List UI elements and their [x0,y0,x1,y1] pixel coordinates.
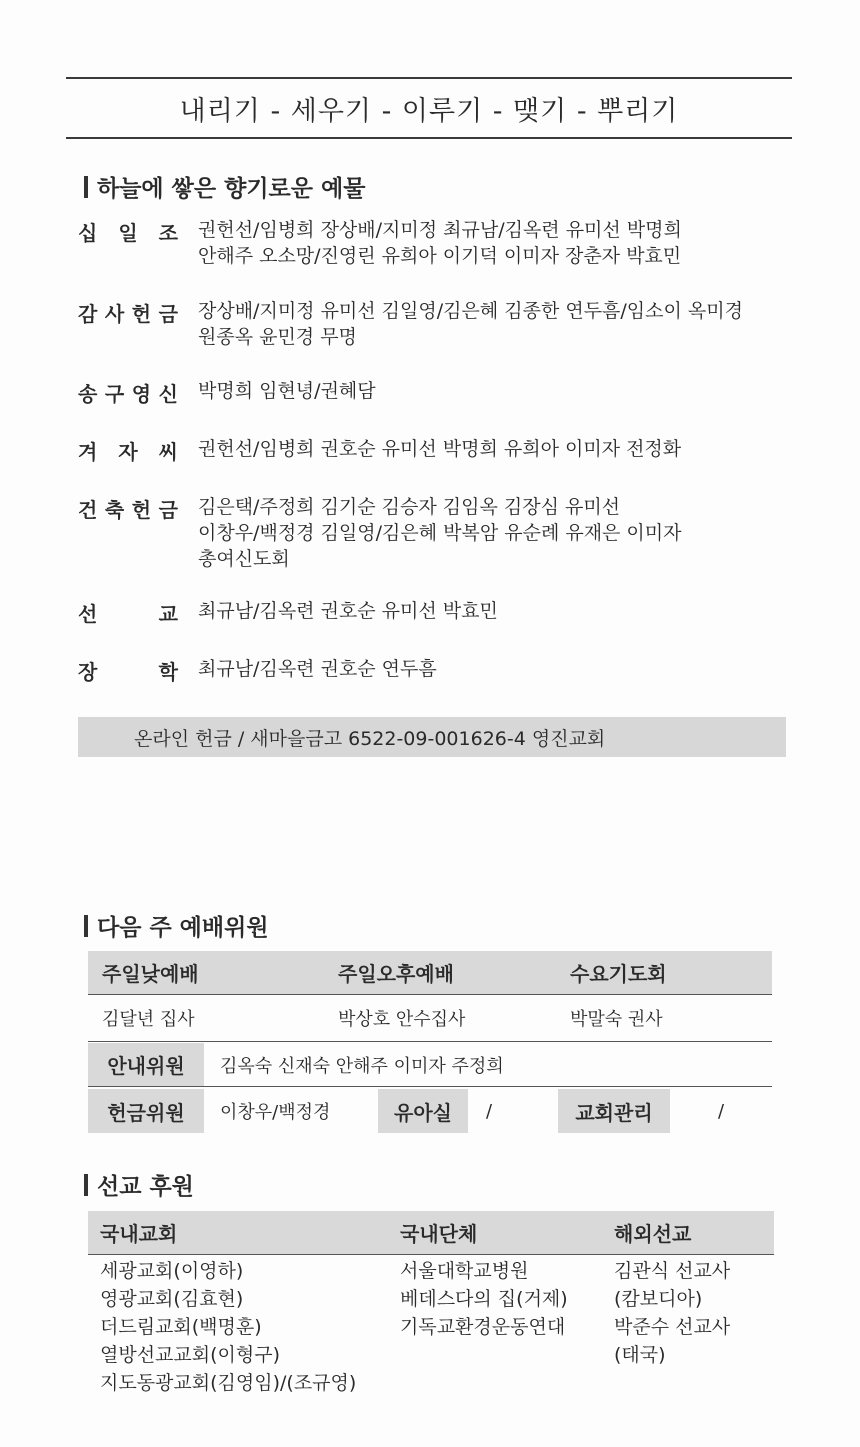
label-char: 금 [158,498,178,522]
section-marker [84,915,88,937]
usher-label: 안내위원 [88,1043,204,1086]
label-char: 일 [118,221,138,245]
label-char: 신 [158,382,178,406]
label-char: 십 [78,221,98,245]
overseas-list [614,1257,730,1369]
header-domestic-orgs: 국내단체 [400,1222,478,1246]
list-item: 열방선교교회(이형구) [100,1344,281,1366]
label-char: 금 [158,302,178,326]
label-char: 축 [104,498,125,522]
service-value-row [88,995,772,1042]
list-item: 박준수 선교사 [614,1316,731,1338]
offering-category-label [78,494,178,523]
donor-line: 원종옥 윤민경 무명 [198,326,357,348]
header-domestic-churches: 국내교회 [100,1222,178,1246]
list-item: 서울대학교병원 [400,1260,529,1282]
sunday-morning-leader: 김달년 집사 [102,1009,195,1030]
donor-line: 박명희 임현녕/권혜담 [198,380,376,402]
mission-section-title [84,1168,194,1201]
next-week-title: 다음 주 예배위원 [97,915,269,941]
offering-donor-names [198,378,798,404]
label-char: 구 [104,382,125,406]
list-item: 세광교회(이영하) [100,1260,244,1282]
usher-row [88,1043,772,1087]
offering-donor-names [198,298,798,350]
list-item: 김관식 선교사 [614,1260,731,1282]
offering-donor-names [198,494,798,572]
church-management-label: 교회관리 [558,1089,670,1133]
online-offering-banner: 온라인 헌금 / 새마을금고 6522-09-001626-4 영진교회 [78,717,786,757]
offering-committee-names: 이창우/백정경 [220,1102,331,1123]
list-item: 더드림교회(백명훈) [100,1316,262,1338]
offering-donor-names [198,217,798,269]
label-char: 헌 [131,498,152,522]
donor-line: 이창우/백정경 김일영/김은혜 박복암 유순례 유재은 이미자 [198,522,682,544]
list-item: (태국) [614,1344,666,1366]
church-management-value: / [718,1100,725,1122]
label-char: 사 [104,302,125,326]
label-char: 선 [78,602,98,626]
mission-header-row [88,1211,774,1255]
nursery-value: / [486,1100,493,1122]
donor-line: 총여신도회 [198,548,290,570]
list-item: 베데스다의 집(거제) [400,1288,568,1310]
offering-category-label [78,656,178,685]
label-char: 헌 [131,302,152,326]
header-overseas: 해외선교 [614,1222,692,1246]
donor-line: 김은택/주정희 김기순 김승자 김임옥 김장심 유미선 [198,496,621,518]
donor-line: 최규남/김옥련 권호순 유미선 박효민 [198,600,498,622]
domestic-churches-list [100,1257,356,1397]
offering-category-label [78,436,178,465]
list-item: 기독교환경운동연대 [400,1316,566,1338]
label-char: 송 [78,382,98,406]
header-sunday-afternoon: 주일오후예배 [338,962,454,986]
label-char: 조 [158,221,178,245]
offering-category-label [78,598,178,627]
list-item: (캄보디아) [614,1288,703,1310]
mission-title: 선교 후원 [97,1174,194,1200]
label-char: 감 [78,302,98,326]
offering-committee-label: 헌금위원 [88,1089,204,1133]
header-sunday-morning: 주일낮예배 [102,962,199,986]
offering-donor-names [198,436,798,462]
offering-committee-row [88,1089,772,1133]
nursery-label: 유아실 [378,1089,468,1133]
donor-line: 권헌선/임병희 권호순 유미선 박명희 유희아 이미자 전정화 [198,438,682,460]
domestic-orgs-list [400,1257,568,1341]
label-char: 겨 [78,440,98,464]
motto-banner: 내리기 - 세우기 - 이루기 - 맺기 - 뿌리기 [66,77,792,139]
header-wednesday: 수요기도회 [570,962,667,986]
offering-donor-names [198,656,798,682]
offering-category-label [78,217,178,246]
label-char: 학 [158,660,178,684]
label-char: 장 [78,660,98,684]
donor-line: 권헌선/임병희 장상배/지미정 최규남/김옥련 유미선 박명희 [198,219,682,241]
label-char: 씨 [158,440,178,464]
list-item: 영광교회(김효현) [100,1288,244,1310]
offering-category-label [78,378,178,407]
service-header-row [88,951,772,995]
wednesday-leader: 박말숙 권사 [570,1009,663,1030]
label-char: 자 [118,440,138,464]
offering-donor-names [198,598,798,624]
label-char: 영 [131,382,152,406]
section-marker [84,1174,88,1196]
label-char: 교 [158,602,178,626]
offerings-section-title [84,170,365,203]
usher-names: 김옥숙 신재숙 안해주 이미자 주정희 [220,1055,504,1077]
next-week-section-title [84,909,269,942]
donor-line: 최규남/김옥련 권호순 연두흠 [198,658,437,680]
offering-category-label [78,298,178,327]
list-item: 지도동광교회(김영임)/(조규영) [100,1372,357,1394]
section-marker [84,176,88,198]
donor-line: 장상배/지미정 유미선 김일영/김은혜 김종한 연두흠/임소이 옥미경 [198,300,743,322]
donor-line: 안해주 오소망/진영린 유희아 이기덕 이미자 장춘자 박효민 [198,245,682,267]
sunday-afternoon-leader: 박상호 안수집사 [338,1009,466,1030]
offerings-title: 하늘에 쌓은 향기로운 예물 [97,176,366,202]
label-char: 건 [78,498,98,522]
